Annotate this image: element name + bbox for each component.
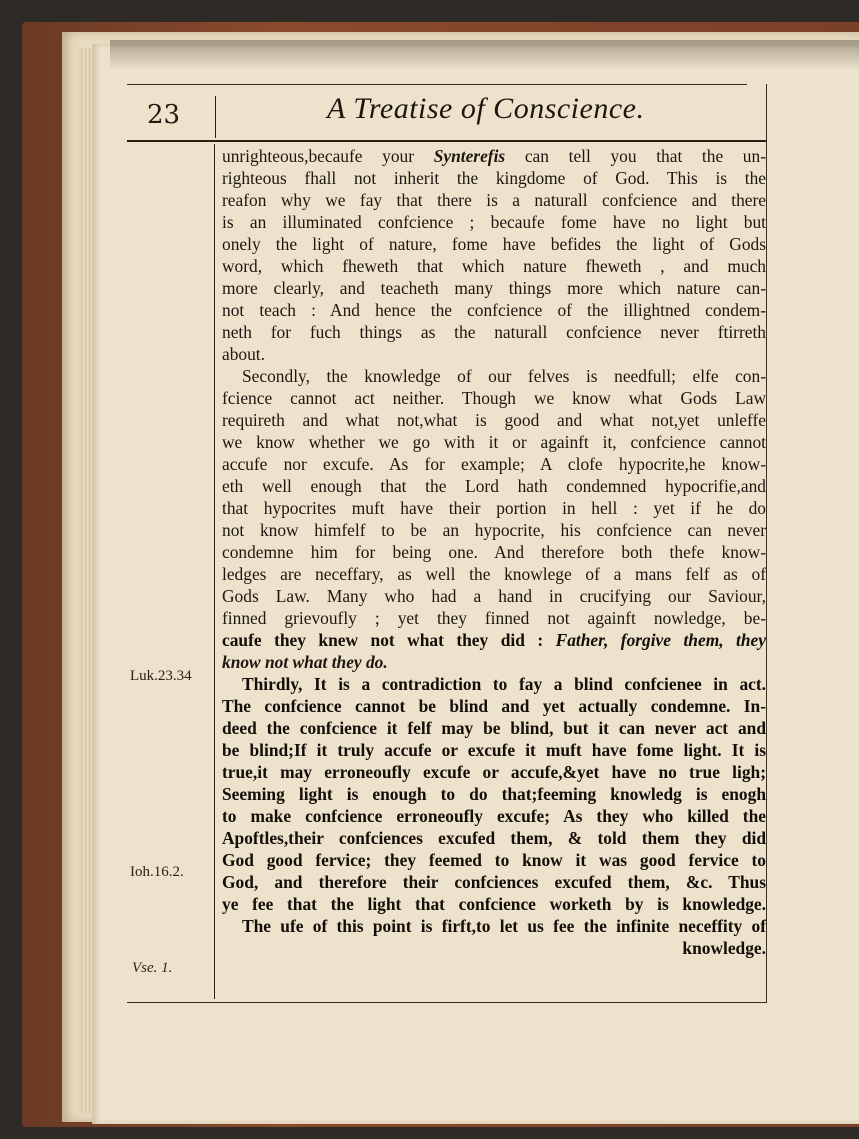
text-line: ye fee that the light that confcience worketh by is knowledge. <box>222 894 766 914</box>
text-line: not know himfelf to be an hypocrite, his confcience can never <box>222 520 766 540</box>
frame-bottom-rule <box>127 1002 767 1003</box>
margin-rule <box>214 144 215 999</box>
text-line: deed the confcience it felf may be blind, but it can never act and <box>222 718 766 738</box>
text-line: eth well enough that the Lord hath condemned hypocrifie,and <box>222 476 766 496</box>
running-title: A Treatise of Conscience. <box>327 92 645 125</box>
text-line: not teach : And hence the confcience of the illightned condem- <box>222 300 766 320</box>
text-line: we know whether we go with it or againft it, confcience cannot <box>222 432 766 452</box>
text-line: reafon why we fay that there is a naturall confcience and there <box>222 190 766 210</box>
text-line: true,it may erroneoufly excufe or accufe,&yet have no true ligh; <box>222 762 766 782</box>
margin-note-use: Vse. 1. <box>132 960 173 976</box>
header-bottom-rule <box>127 140 767 142</box>
page-shadow <box>110 40 859 70</box>
page-number: 23 <box>147 100 181 130</box>
text-line: Apoftles,their confciences excufed them, & told them they did <box>222 828 766 848</box>
text-line: Thirdly, It is a contradiction to fay a blind confcienee in act. <box>242 674 766 694</box>
text-line: fcience cannot act neither. Though we know what Gods Law <box>222 388 766 408</box>
text-line: The confcience cannot be blind and yet actually condemne. In- <box>222 696 766 716</box>
text-line: God good fervice; they feemed to know it was good fervice to <box>222 850 766 870</box>
text-line: ledges are neceffary, as well the knowlege of a mans felf as of <box>222 564 766 584</box>
header-top-rule <box>127 84 747 85</box>
text-line: neth for fuch things as the naturall confcience never ftirreth <box>222 322 766 342</box>
text-line: accufe nor excufe. As for example; A clofe hypocrite,he know- <box>222 454 766 474</box>
body-text <box>222 145 766 959</box>
page-header <box>127 88 767 140</box>
margin-note-john: Ioh.16.2. <box>130 864 184 880</box>
text-line: unrighteous,becaufe your Synterefis can tell you that the un- <box>222 146 766 166</box>
margin-note-luke: Luk.23.34 <box>130 668 192 684</box>
text-line: Secondly, the knowledge of our felves is needfull; elfe con- <box>242 366 766 386</box>
text-line: is an illuminated confcience ; becaufe fome have no light but <box>222 212 766 232</box>
text-line: The ufe of this point is firft,to let us fee the infinite neceffity of <box>242 916 766 936</box>
text-line: finned grievoufly ; yet they finned not againft nowledge, be- <box>222 608 766 628</box>
text-line: condemne him for being one. And therefore both thefe know- <box>222 542 766 562</box>
text-line: knowledge. <box>682 938 766 958</box>
text-line: caufe they knew not what they did : Father, forgive them, they <box>222 630 766 650</box>
text-line: onely the light of nature, fome have befides the light of Gods <box>222 234 766 254</box>
text-line: know not what they do. <box>222 652 388 672</box>
text-line: that hypocrites muft have their portion in hell : yet if he do <box>222 498 766 518</box>
text-line: word, which fheweth that which nature fheweth , and much <box>222 256 766 276</box>
frame-right-rule <box>766 84 767 1002</box>
text-line: to make confcience erroneoufly excufe; As they who killed the <box>222 806 766 826</box>
header-divider <box>215 96 216 138</box>
text-line: God, and therefore their confciences excufed them, &c. Thus <box>222 872 766 892</box>
text-line: Seeming light is enough to do that;feeming knowledg is enogh <box>222 784 766 804</box>
text-line: more clearly, and teacheth many things more which nature can- <box>222 278 766 298</box>
text-line: requireth and what not,what is good and what not,yet unleffe <box>222 410 766 430</box>
text-line: be blind;If it truly accufe or excufe it muft have fome light. It is <box>222 740 766 760</box>
text-line: Gods Law. Many who had a hand in crucifying our Saviour, <box>222 586 766 606</box>
text-line: righteous fhall not inherit the kingdome of God. This is the <box>222 168 766 188</box>
text-line: about. <box>222 344 265 364</box>
